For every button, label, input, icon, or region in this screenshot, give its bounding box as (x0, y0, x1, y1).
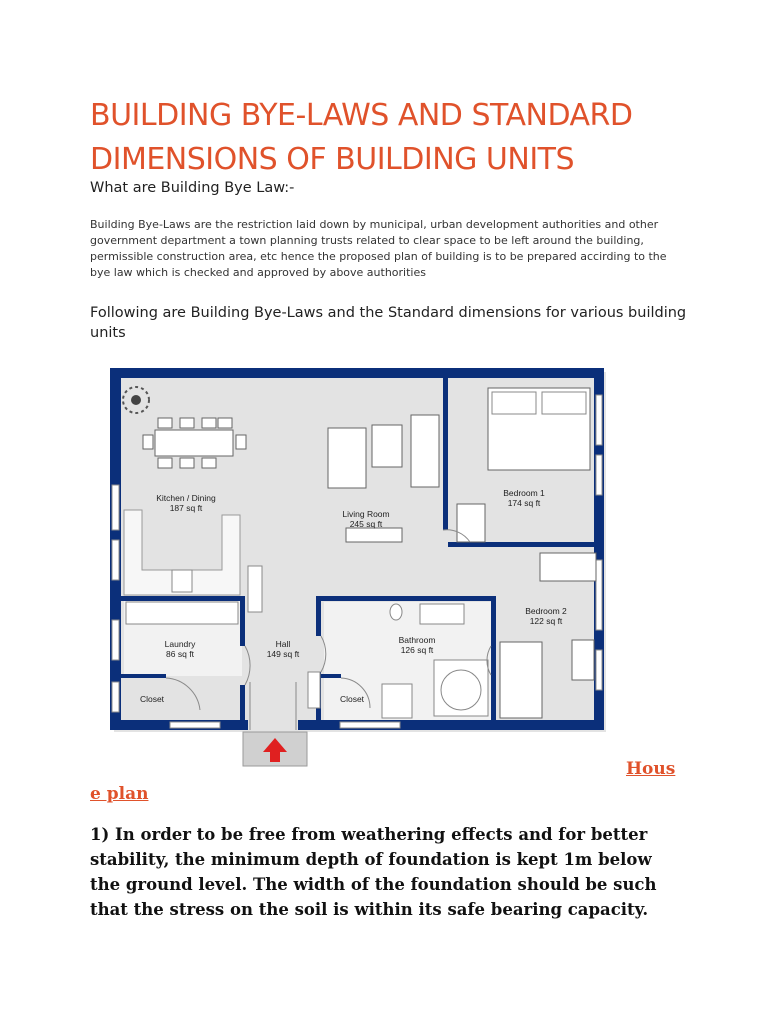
room-label: Laundry (164, 639, 196, 649)
room-area: 174 sq ft (507, 498, 541, 508)
following-heading: Following are Building Bye-Laws and the Standard dimensions for various building units (90, 305, 687, 341)
intro-paragraph: Building Bye-Laws are the restriction laid down by municipal, urban development authorities and other government department a town planning trusts related to clear space to be left around the building, permissible construction area, etc hence the proposed plan of building is to be prepared accirding to the bye law which is checked and approved by above authorities (90, 218, 667, 279)
room-area: 187 sq ft (169, 503, 203, 513)
house-floor-plan (100, 360, 620, 770)
room-label: Bedroom 1 (503, 488, 545, 498)
section-subheading: What are Building Bye Law:- (90, 180, 295, 196)
house-plan-link-continued[interactable]: e plan (90, 784, 149, 804)
room-label: Bedroom 2 (525, 606, 567, 616)
room-area: 122 sq ft (529, 616, 563, 626)
room-area: 245 sq ft (349, 519, 383, 529)
room-label: Kitchen / Dining (156, 493, 216, 503)
room-area: 149 sq ft (266, 649, 300, 659)
room-label: Closet (339, 694, 365, 704)
foundation-point: 1) In order to be free from weathering effects and for better stability, the minimum depth of foundation is kept 1m below the ground level. The width of the foundation should be such that the stress on the soil is within its safe bearing capacity. (90, 825, 657, 919)
room-area: 126 sq ft (400, 645, 434, 655)
room-label: Closet (139, 694, 165, 704)
room-label: Living Room (342, 509, 390, 519)
house-plan-link[interactable]: Hous (626, 759, 676, 779)
page-title: BUILDING BYE-LAWS AND STANDARD DIMENSIONS OF BUILDING UNITS (90, 98, 633, 177)
room-area: 86 sq ft (166, 649, 194, 659)
room-label: Hall (275, 639, 291, 649)
room-label: Bathroom (398, 635, 436, 645)
